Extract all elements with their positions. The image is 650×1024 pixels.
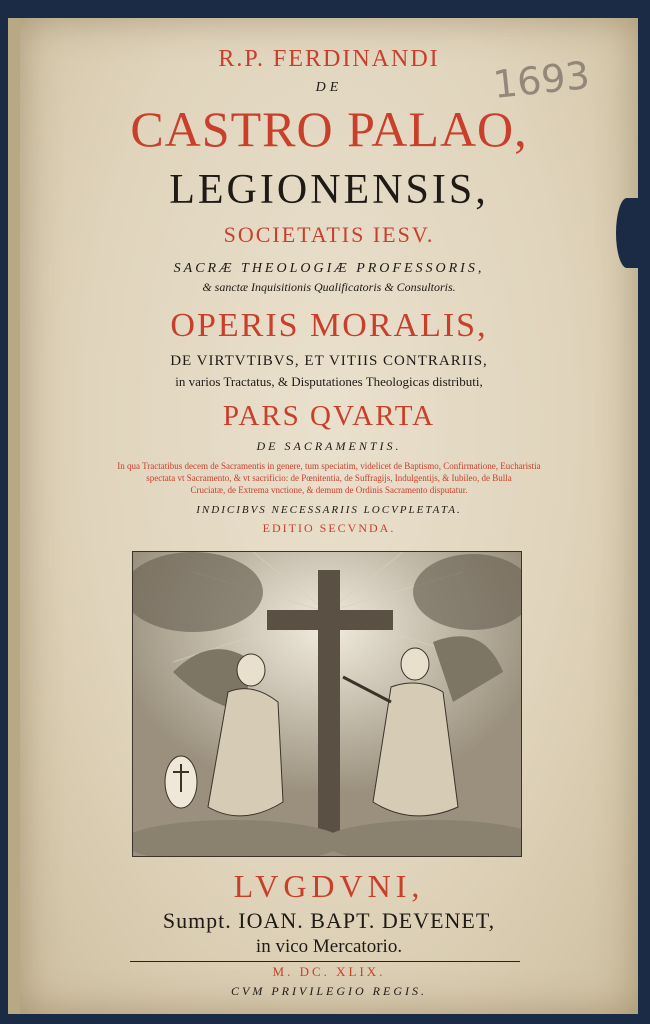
handwritten-note: 1693	[491, 53, 593, 107]
work-line-3: in varios Tractatus, & Disputationes Theologicas distributi,	[175, 374, 483, 389]
title-page	[8, 18, 638, 1014]
edition-line: EDITIO SECVNDA.	[262, 521, 396, 535]
roles-line-1: SACRÆ THEOLOGIÆ PROFESSORIS,	[173, 261, 485, 276]
imprint-privilege: CVM PRIVILEGIO REGIS.	[231, 984, 427, 998]
engraving-illustration	[133, 552, 521, 856]
contents-line-3: Cruciatæ, de Extrema vnctione, & demum de Ordinis Sacramento disputatur.	[190, 485, 468, 495]
work-line-5: DE SACRAMENTIS.	[256, 439, 402, 453]
title-line-4: LEGIONENSIS,	[169, 167, 489, 213]
title-line-3: CASTRO PALAO,	[130, 101, 528, 157]
work-line-4: PARS QVARTA	[222, 400, 436, 432]
divider-rule	[130, 961, 520, 962]
imprint-publisher: Sumpt. IOAN. BAPT. DEVENET,	[162, 908, 496, 933]
title-line-5: SOCIETATIS IESV.	[223, 222, 435, 247]
indices-line: INDICIBVS NECESSARIIS LOCVPLETATA.	[196, 504, 462, 516]
work-line-1: OPERIS MORALIS,	[170, 307, 488, 344]
cross-horizontal	[267, 610, 393, 630]
title-line-1: R.P. FERDINANDI	[218, 46, 440, 72]
imprint-address: in vico Mercatorio.	[255, 936, 403, 957]
imprint-year: M. DC. XLIX.	[272, 964, 386, 979]
contents-line-1: In qua Tractatibus decem de Sacramentis in genere, tum speciatim, videlicet de Baptismo, Confirmatione, Eucharistia	[117, 461, 541, 471]
engraving	[132, 551, 522, 857]
roles-line-2: & sanctæ Inquisitionis Qualificatoris & Consultoris.	[202, 280, 456, 294]
contents-line-2: spectata vt Sacramento, & vt sacrificio: de Pœnitentia, de Suffragijs, Indulgentijs, & Iubileo, de Bulla	[146, 473, 512, 483]
imprint-city: LVGDVNI,	[233, 868, 425, 904]
work-line-2: DE VIRTVTIBVS, ET VITIIS CONTRARIIS,	[170, 353, 488, 369]
title-line-2: DE	[315, 80, 343, 95]
